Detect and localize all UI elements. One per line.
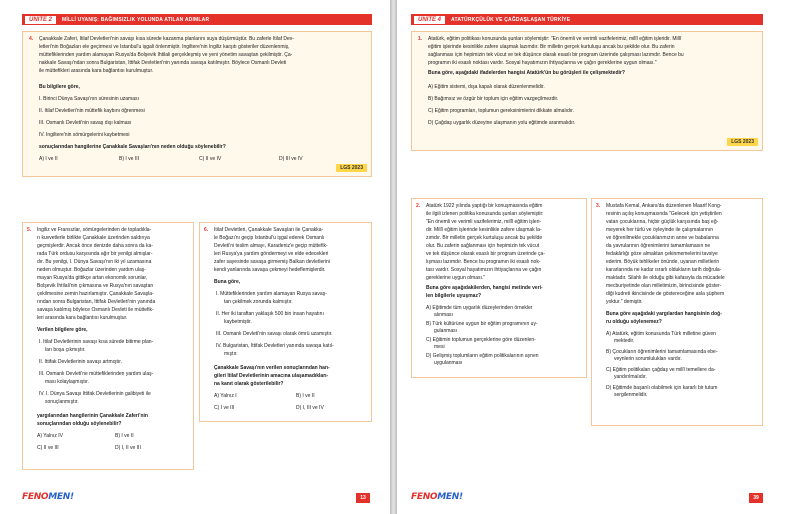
option-d[interactable]: D) Çağdaş uygarlık düzeyine ulaşmanın yolu eğitimde aranmalıdır. — [428, 120, 576, 126]
q5-question: sonuçlarından olduğu söylenebilir? — [37, 421, 122, 427]
q3-text-line: ve öğrenilmekle çocuklarımızın anne ve babalarına — [606, 235, 719, 241]
q5-item: I. İtilaf Devletlerinin savaşı kısa sürede bitirme plan- — [39, 339, 154, 345]
q5-text-line: rı kuvvetlerle birlikte Çanakkale üzerinden saldırıya — [37, 235, 150, 241]
question-5-box — [22, 222, 194, 470]
question-number: 1. — [418, 36, 423, 42]
q5-text-line: dır. Bu yenilgi, I. Dünya Savaşı'nın iki yıl uzamasına — [37, 259, 152, 265]
q2-text-line: ve tek düşünce olarak esaslı bir program üzerinde ça- — [426, 251, 545, 257]
option-a[interactable]: A) Yalnız I — [214, 393, 237, 399]
q4-text-line: müttefiklerinden yardım alamayan Rusya'da Bolşevik İhtilali gerçekleşmiş ve yeni yönetim savaştan çekilmiştir. Ça- — [39, 52, 293, 58]
q3-text-line: ederim. Böyük tehlikeler önünde, uyanan milletlerin — [606, 259, 720, 265]
question-1-box — [411, 31, 763, 151]
q5-text-line: rından sonra Bulgaristan, İttifak Devletleri'nin yanında — [37, 299, 156, 305]
q5-text-line: savaşa katılmış böylece Osmanlı Devleti ile müttefik- — [37, 307, 154, 313]
option-b[interactable]: B) I ve III — [119, 156, 140, 162]
lgs-badge: LGS 2023 — [727, 138, 758, 146]
question-number: 5. — [27, 227, 32, 233]
left-page-header — [22, 14, 372, 25]
option-d[interactable]: D) Gelişmiş toplumların eğitim politikalarının aynen — [426, 353, 539, 359]
q5-item: III. Osmanlı Devleti'ne müttefiklerinden yardım ulaş- — [39, 371, 154, 377]
q5-text-line: İngiliz ve Fransızlar, sömürgelerinden de topladıkla- — [37, 227, 152, 233]
q2-text-line: dir. Millî eğitim işlerinde kesinlikle zafere ulaşmak la- — [426, 227, 542, 233]
q4-item: I. Birinci Dünya Savaşı'nın süresinin uzaması — [39, 96, 139, 102]
right-page — [397, 0, 785, 514]
option-c[interactable]: C) II ve IV — [199, 156, 222, 162]
question-number: 6. — [204, 227, 209, 233]
q2-question: len bilgilerle uyuşmaz? — [426, 293, 482, 299]
q6-text-line: leri Rusya'ya yardım göndermeyi ve elde edecekleri — [214, 251, 329, 257]
option-a[interactable]: A) Atatürk, eğitim konusunda Türk milletine güven — [606, 331, 716, 337]
option-a-cont: alınması — [434, 312, 453, 318]
logo-part: MEN! — [437, 492, 463, 502]
q3-text-line: Mustafa Kemal, Ankara'da düzenlenen Maarif Kong- — [606, 203, 722, 209]
q3-text-line: da yavrularının öğrenimlerini tamamlamasın ne — [606, 243, 711, 249]
q1-text-line: eğitim işlerinde kesinlikle zafere ulaşmak lazımdır. Bir milletin gerçek kurtuluşu ancak bu şekilde olur. Bu zaferin — [428, 44, 675, 50]
q4-item: IV. İngiltere'nin sömürgelerini kaybetmesi — [39, 132, 130, 138]
q3-question: Buna göre aşağıdaki yargılardan hangisinin doğ- — [606, 311, 722, 317]
q2-text-line: "En önemli ve verimli vazifelerimiz, millî eğitim işleri- — [426, 219, 542, 225]
q5-text-line: Bolşevik İhtilali'nin çıkmasına ve Rusya'nın savaştan — [37, 283, 154, 289]
q3-text-line: mecburiyetinde olan milletimizin, birincisinde göster- — [606, 283, 722, 289]
q3-question: ru olduğu söylenemez? — [606, 319, 662, 325]
option-d[interactable]: D) III ve IV — [279, 156, 303, 162]
option-c[interactable]: C) Eğitim programları, toplumun gereksinimlerini dikkate almalıdır. — [428, 108, 574, 114]
option-c[interactable]: C) I ve III — [214, 405, 235, 411]
q6-text-line: Devleti'ni teslim almayı, Karadeniz'e geçip müttefik- — [214, 243, 328, 249]
q4-text-line: ile müttefikleri arasında kara bağlantısı kurulmuştur. — [39, 68, 154, 74]
q3-text-line: meyerek her türlü ve öyleyinde ile çalışmalarının — [606, 227, 713, 233]
option-c[interactable]: C) Eğitim politikaları çağdaş ve millî temellere da- — [606, 367, 716, 373]
option-b[interactable]: B) Bağımsız ve özgür bir toplum için eğitim vazgeçilmezdir. — [428, 96, 559, 102]
right-page-header — [411, 14, 763, 25]
question-number: 3. — [596, 203, 601, 209]
q5-prompt: Verilen bilgilere göre, — [37, 327, 88, 333]
question-number: 4. — [29, 36, 34, 42]
q4-text-line: Çanakkale Zaferi, İtilaf Devletleri'nin savaşı kısa sürede kazanma planlarını suya düşürmüştür. Bu zaferle İtilaf Dev- — [39, 36, 294, 42]
q2-question: Buna göre aşağıdakilerden, hangisi metinde veri- — [426, 285, 543, 291]
option-b[interactable]: B) I ve II — [115, 433, 134, 439]
q5-text-line: rada Türk ordusu karşısında ağır bir yenilgi almışlar- — [37, 251, 153, 257]
option-b-cont: veynlerin sorumlulukları vardır. — [614, 356, 682, 362]
q3-text-line: fedakârlığı göze almaktan çekinmemelerini tavsiye — [606, 251, 718, 257]
q5-text-line: leri arasında kara bağlantısı kurulmuştur. — [37, 315, 128, 321]
fenomen-logo — [22, 492, 74, 502]
header-title: ATATÜRKÇÜLÜK VE ÇAĞDAŞLAŞAN TÜRKİYE — [451, 16, 571, 23]
q3-text-line: maktadır. Silahlı ile olduğu gibi kafasıyla da mücadele — [606, 275, 725, 281]
q6-question: Çanakkale Savaşı'nın verilen sonuçlarından han- — [214, 365, 330, 371]
option-c[interactable]: C) II ve III — [37, 445, 59, 451]
option-d[interactable]: D) I, II ve III — [115, 445, 141, 451]
question-6-box — [199, 222, 372, 422]
q5-question: yargılarından hangilerinin Çanakkale Zaferi'nin — [37, 413, 148, 419]
unit-badge: ÜNİTE 4 — [414, 16, 445, 24]
q5-text-line: çekilmesine zemin hazırlamıştır. Çanakkale Savaşla- — [37, 291, 154, 297]
q5-item: ması kolaylaşmıştır. — [45, 379, 89, 385]
option-c-cont: mesi — [434, 344, 445, 350]
left-page — [0, 0, 390, 514]
logo-part: MEN! — [48, 492, 74, 502]
book-spine — [390, 0, 397, 514]
q3-text-line: vatan çocuklarına, hiçbir güçlük karşısında baş eğ- — [606, 219, 719, 225]
fenomen-logo — [411, 492, 463, 502]
q4-text-line: nakkale Savaşı'ndan sonra Bulgaristan, İttifak Devletleri'nin yanında savaşa katılmıştır. Böylece Osmanlı Devleti — [39, 60, 287, 66]
q5-item: IV. I. Dünya Savaşı İttifak Devletlerinin galibiyeti ile — [39, 391, 151, 397]
q2-text-line: gereklerine uygun olması." — [426, 275, 486, 281]
option-d[interactable]: D) Eğitimde başarılı olabilmek için kararlı bir tutum — [606, 385, 718, 391]
q1-question: Buna göre, aşağıdaki ifadelerden hangisi Atatürk'ün bu görüşleri ile çelişmektedir? — [428, 70, 625, 76]
q5-item: ları boşa çıkmıştır. — [45, 347, 86, 353]
q6-prompt: Buna göre, — [214, 279, 241, 285]
q1-text-line: programın iki esaslı noktası vardır. Sosyal hayatımızın ihtiyaçlarına ve çağın gereklerine uygun olması." — [428, 60, 657, 66]
option-a-cont: mektedir. — [614, 338, 635, 344]
q4-question: sonuçlarından hangilerine Çanakkale Savaşları'nın neden olduğu söylenebilir? — [39, 144, 226, 150]
q6-text-line: kendi yanlarında savaşa çekmeyi hedeflemişlerdir. — [214, 267, 326, 273]
option-d-cont: sergilenmelidir. — [614, 392, 648, 398]
q1-text-line: sağlanması için hepimizin tek vücut ve tek düşünce olarak esaslı bir program üzerinde çalışması lazımdır. Bence bu — [428, 52, 684, 58]
q3-text-line: diği kudreti ikincisinde de göstereceğine asla şüphem — [606, 291, 725, 297]
option-c-cont: yandırılmalıdır. — [614, 374, 647, 380]
q4-text-line: letleri'nin Boğazları ele geçirmesi ve İstanbul'u işgali önlenmiştir. İngiltere'nin İngiliz karşıtı gösteriler düzenlenmiş, — [39, 44, 290, 50]
q6-item: I. Müttefiklerinden yardım alamayan Rusya savaş- — [216, 291, 327, 297]
option-a[interactable]: A) Yalnız IV — [37, 433, 63, 439]
logo-part: FENO — [411, 492, 438, 502]
unit-badge: ÜNİTE 2 — [25, 16, 56, 24]
q4-item: III. Osmanlı Devleti'nin savaş dışı kalması — [39, 120, 132, 126]
question-2-box — [411, 198, 587, 378]
q5-text-line: geçmişlerdir. Ancak önce denizde daha sonra da ka- — [37, 243, 153, 249]
q3-text-line: kararlarında ne kadar ısrarlı oldukların tarih doğrula- — [606, 267, 722, 273]
page-number: 39 — [749, 493, 763, 503]
q6-item: kaybetmiştir. — [224, 319, 252, 325]
q1-text-line: Atatürk, eğitim politikası konusunda şunları söylemiştir: "En önemli ve verimli vazifelerimiz, millî eğitim işleridir. Millî — [428, 36, 682, 42]
option-c[interactable]: C) Eğitimin toplumun gerçeklerine göre düzenlen- — [426, 337, 536, 343]
option-a[interactable]: A) Eğitim sistemi, dışa kapalı olarak düzenlenmelidir. — [428, 84, 545, 90]
question-number: 2. — [416, 203, 421, 209]
option-b-cont: gulanması — [434, 328, 458, 334]
page-number: 13 — [356, 493, 370, 503]
q2-text-line: Atatürk 1922 yılında yaptığı bir konuşmasında eğitim — [426, 203, 543, 209]
option-b[interactable]: B) Çocukların öğrenimlerini tamamlamasında ebe- — [606, 349, 718, 355]
q2-text-line: tası vardır. Sosyal hayatımızın ihtiyaçlarına ve çağın — [426, 267, 542, 273]
option-b[interactable]: B) I ve II — [296, 393, 315, 399]
q6-text-line: İtilaf Devletleri, Çanakkale Savaşları ile Çanakka- — [214, 227, 324, 233]
option-d-cont: uygulanması — [434, 360, 463, 366]
option-d[interactable]: D) I, III ve IV — [296, 405, 324, 411]
q6-item: IV. Bulgaristan, İttifak Devletleri yanında savaşa katıl- — [216, 343, 334, 349]
q6-item: tan çekilmek zorunda kalmıştır. — [224, 299, 293, 305]
q5-text-line: neden olmuştur. Boğazlar üzerinden yardım ulaş- — [37, 267, 146, 273]
option-a[interactable]: A) Eğitimde tüm uygarlık düzeylerinden örnekler — [426, 305, 533, 311]
q4-prompt: Bu bilgilere göre, — [39, 84, 80, 90]
header-title: MİLLİ UYANIŞ: BAĞIMSIZLIK YOLUNDA ATILAN ADIMLAR — [62, 16, 210, 23]
q6-text-line: le Boğazı'nı geçip İstanbul'u işgal ederek Osmanlı — [214, 235, 325, 241]
q5-text-line: mayan Rusya'da gittikçe artan ekonomik sorunlar, — [37, 275, 148, 281]
logo-part: FENO — [22, 492, 49, 502]
q3-text-line: yoktur." demiştir. — [606, 299, 643, 305]
q3-text-line: resinin açılış konuşmasında "Gelecek için yetiştirilen — [606, 211, 722, 217]
q6-text-line: zafer sayesinde savaşa girmemiş Balkan devletlerini — [214, 259, 330, 265]
option-a[interactable]: A) I ve II — [39, 156, 58, 162]
lgs-badge: LGS 2023 — [336, 164, 367, 172]
question-3-box — [591, 198, 763, 426]
q6-item: II. Her iki taraftan yaklaşık 500 bin insan hayatını — [216, 311, 324, 317]
q5-item: II. İttifak Devletlerinin savaşı artmıştır. — [39, 359, 123, 365]
question-4-box — [22, 31, 372, 177]
q6-item: mıştır. — [224, 351, 238, 357]
q4-item: II. İtilaf Devletleri'nin müttefik kaybını öğrenmesi — [39, 108, 145, 114]
q2-text-line: ile ilgili izlenen politika konusunda şunları söylemiştir: — [426, 211, 544, 217]
q2-text-line: zımdır. Bir milletin gerçek kurtuluşu ancak bu şekilde — [426, 235, 543, 241]
q6-question: na kanıt olarak gösterilebilir? — [214, 381, 284, 387]
option-b[interactable]: B) Türk kültürüne uygun bir eğitim programının uy- — [426, 321, 538, 327]
q2-text-line: olur. Bu zaferin sağlanması için hepimizin tek vücut — [426, 243, 540, 249]
q6-item: III. Osmanlı Devleti'nin savaşı olarak ömrü uzamıştır. — [216, 331, 333, 337]
q6-question: gileri İtilaf Devletlerinin amacına ulaşamadıkları- — [214, 373, 329, 379]
q5-item: sonuçlanmıştır. — [45, 399, 79, 405]
q2-text-line: lışması lazımdır. Bence bu programın iki esaslı nok- — [426, 259, 541, 265]
